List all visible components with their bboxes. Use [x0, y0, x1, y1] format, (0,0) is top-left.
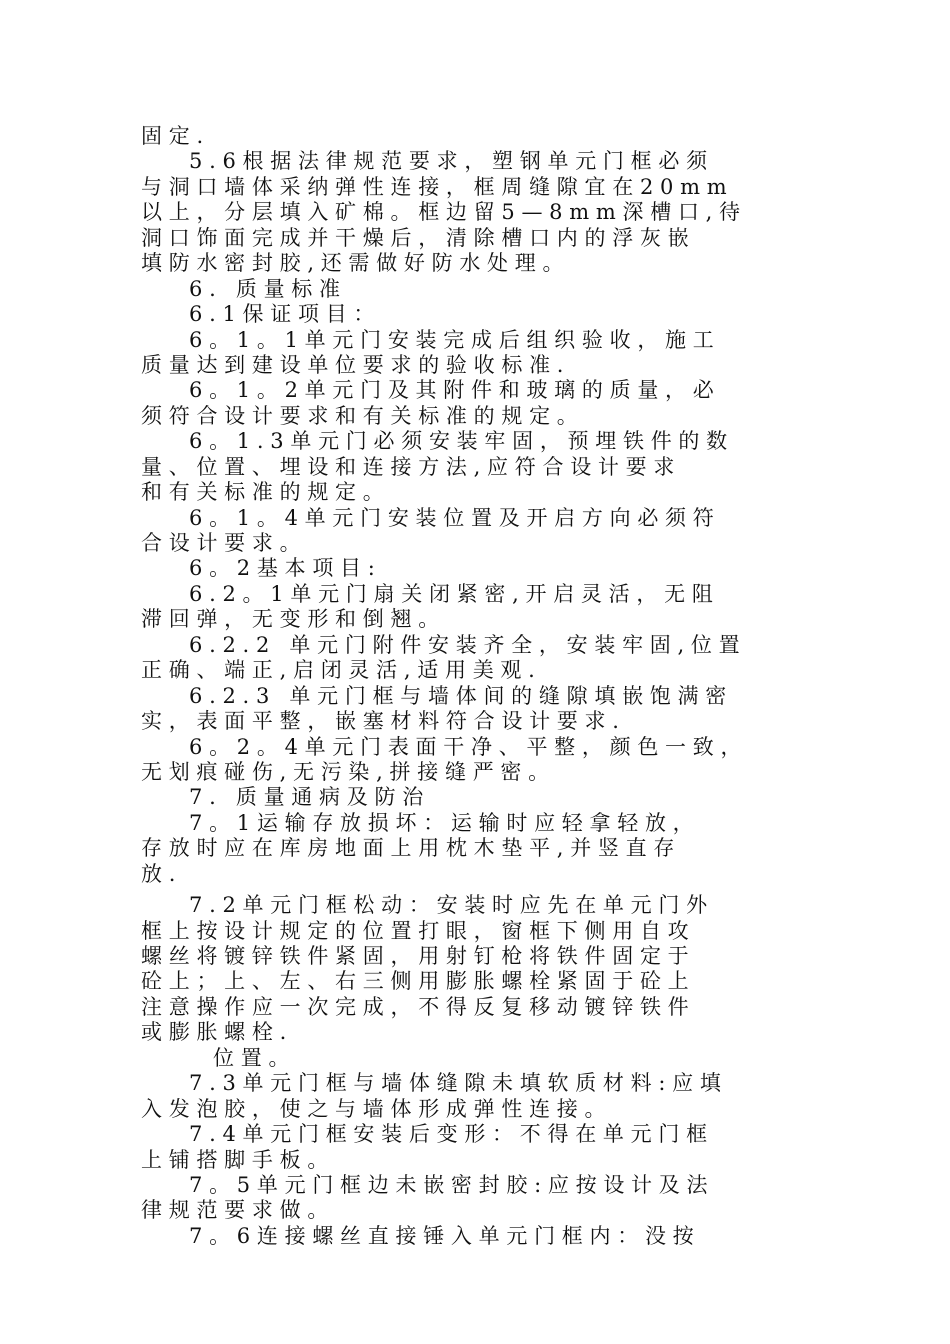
item-6-1-3-line: 6。1.3单元门必须安装牢固，预埋铁件的数: [189, 429, 734, 454]
text-line: 位置。: [213, 1045, 297, 1070]
item-6-1-1-line: 6。1。1单元门安装完成后组织验收，施工: [189, 327, 721, 352]
item-6-2-1-line: 6.2。1单元门扇关闭紧密,开启灵活，无阻: [189, 581, 720, 606]
item-7-3-line: 7.3单元门框与墙体缝隙未填软质材料:应填: [189, 1071, 728, 1096]
text-line: 质量达到建设单位要求的验收标准.: [141, 352, 571, 377]
section-heading-7: 7. 质量通病及防治: [189, 785, 430, 810]
subsection-heading-6-2: 6。2基本项目:: [189, 556, 382, 581]
text-line: 量、位置、埋设和连接方法,应符合设计要求: [141, 454, 682, 479]
subsection-heading-6-1: 6.1保证项目：: [189, 302, 382, 327]
text-line: 入发泡胶，使之与墙体形成弹性连接。: [141, 1096, 613, 1121]
text-line: 固定.: [141, 124, 210, 148]
text-line: 实，表面平整，嵌塞材料符合设计要求.: [141, 709, 626, 734]
text-line: 上铺搭脚手板。: [141, 1147, 336, 1172]
item-6-1-2-line: 6。1。2单元门及其附件和玻璃的质量，必: [189, 378, 721, 403]
text-line: 须符合设计要求和有关标准的规定。: [141, 403, 585, 428]
text-line: 与洞口墙体采纳弹性连接，框周缝隙宜在20mm: [141, 174, 734, 199]
item-6-1-4-line: 6。1。4单元门安装位置及开启方向必须符: [189, 505, 721, 530]
item-7-2-line: 7.2单元门框松动：安装时应先在单元门外: [189, 893, 714, 918]
section-heading-6: 6. 质量标准: [189, 276, 347, 301]
text-line: 砼上；上、左、右三侧用膨胀螺栓紧固于砼上: [141, 969, 696, 994]
text-line: 以上，分层填入矿棉。框边留5—8mm深槽口,待: [141, 200, 747, 225]
text-line: 滞回弹，无变形和倒翘。: [141, 607, 446, 632]
text-line: 律规范要求做。: [141, 1198, 336, 1223]
paragraph-5-6-line: 5.6根据法律规范要求，塑钢单元门框必须: [189, 149, 714, 174]
item-7-5-line: 7。5单元门框边未嵌密封胶:应按设计及法: [189, 1172, 715, 1197]
text-line: 无划痕碰伤,无污染,拼接缝严密。: [141, 759, 556, 784]
text-line: 注意操作应一次完成，不得反复移动镀锌铁件: [141, 994, 696, 1019]
item-7-1-line: 7。1运输存放损坏：运输时应轻拿轻放，: [189, 810, 701, 835]
text-line: 放.: [141, 861, 183, 886]
item-6-2-4-line: 6。2。4单元门表面干净、平整，颜色一致，: [189, 734, 749, 759]
text-line: 框上按设计规定的位置打眼，窗框下侧用自攻: [141, 918, 696, 943]
text-line: 或膨胀螺栓.: [141, 1020, 293, 1045]
item-6-2-3-line: 6.2.3 单元门框与墙体间的缝隙填嵌饱满密: [189, 683, 733, 708]
text-line: 合设计要求。: [141, 531, 308, 555]
document-body: [141, 124, 806, 1249]
item-6-2-2-line: 6.2.2 单元门附件安装齐全，安装牢固,位置: [189, 632, 747, 657]
text-line: 填防水密封胶,还需做好防水处理。: [141, 251, 571, 276]
text-line: 正确、端正,启闭灵活,适用美观.: [141, 658, 542, 683]
item-7-6-line: 7。6连接螺丝直接锤入单元门框内：没按: [189, 1223, 701, 1248]
item-7-4-line: 7.4单元门框安装后变形：不得在单元门框: [189, 1122, 714, 1147]
text-line: 存放时应在库房地面上用枕木垫平,并竖直存: [141, 836, 682, 861]
text-line: 和有关标准的规定。: [141, 480, 391, 505]
text-line: 螺丝将镀锌铁件紧固，用射钉枪将铁件固定于: [141, 944, 696, 968]
text-line: 洞口饰面完成并干燥后，清除槽口内的浮灰嵌: [141, 225, 696, 250]
